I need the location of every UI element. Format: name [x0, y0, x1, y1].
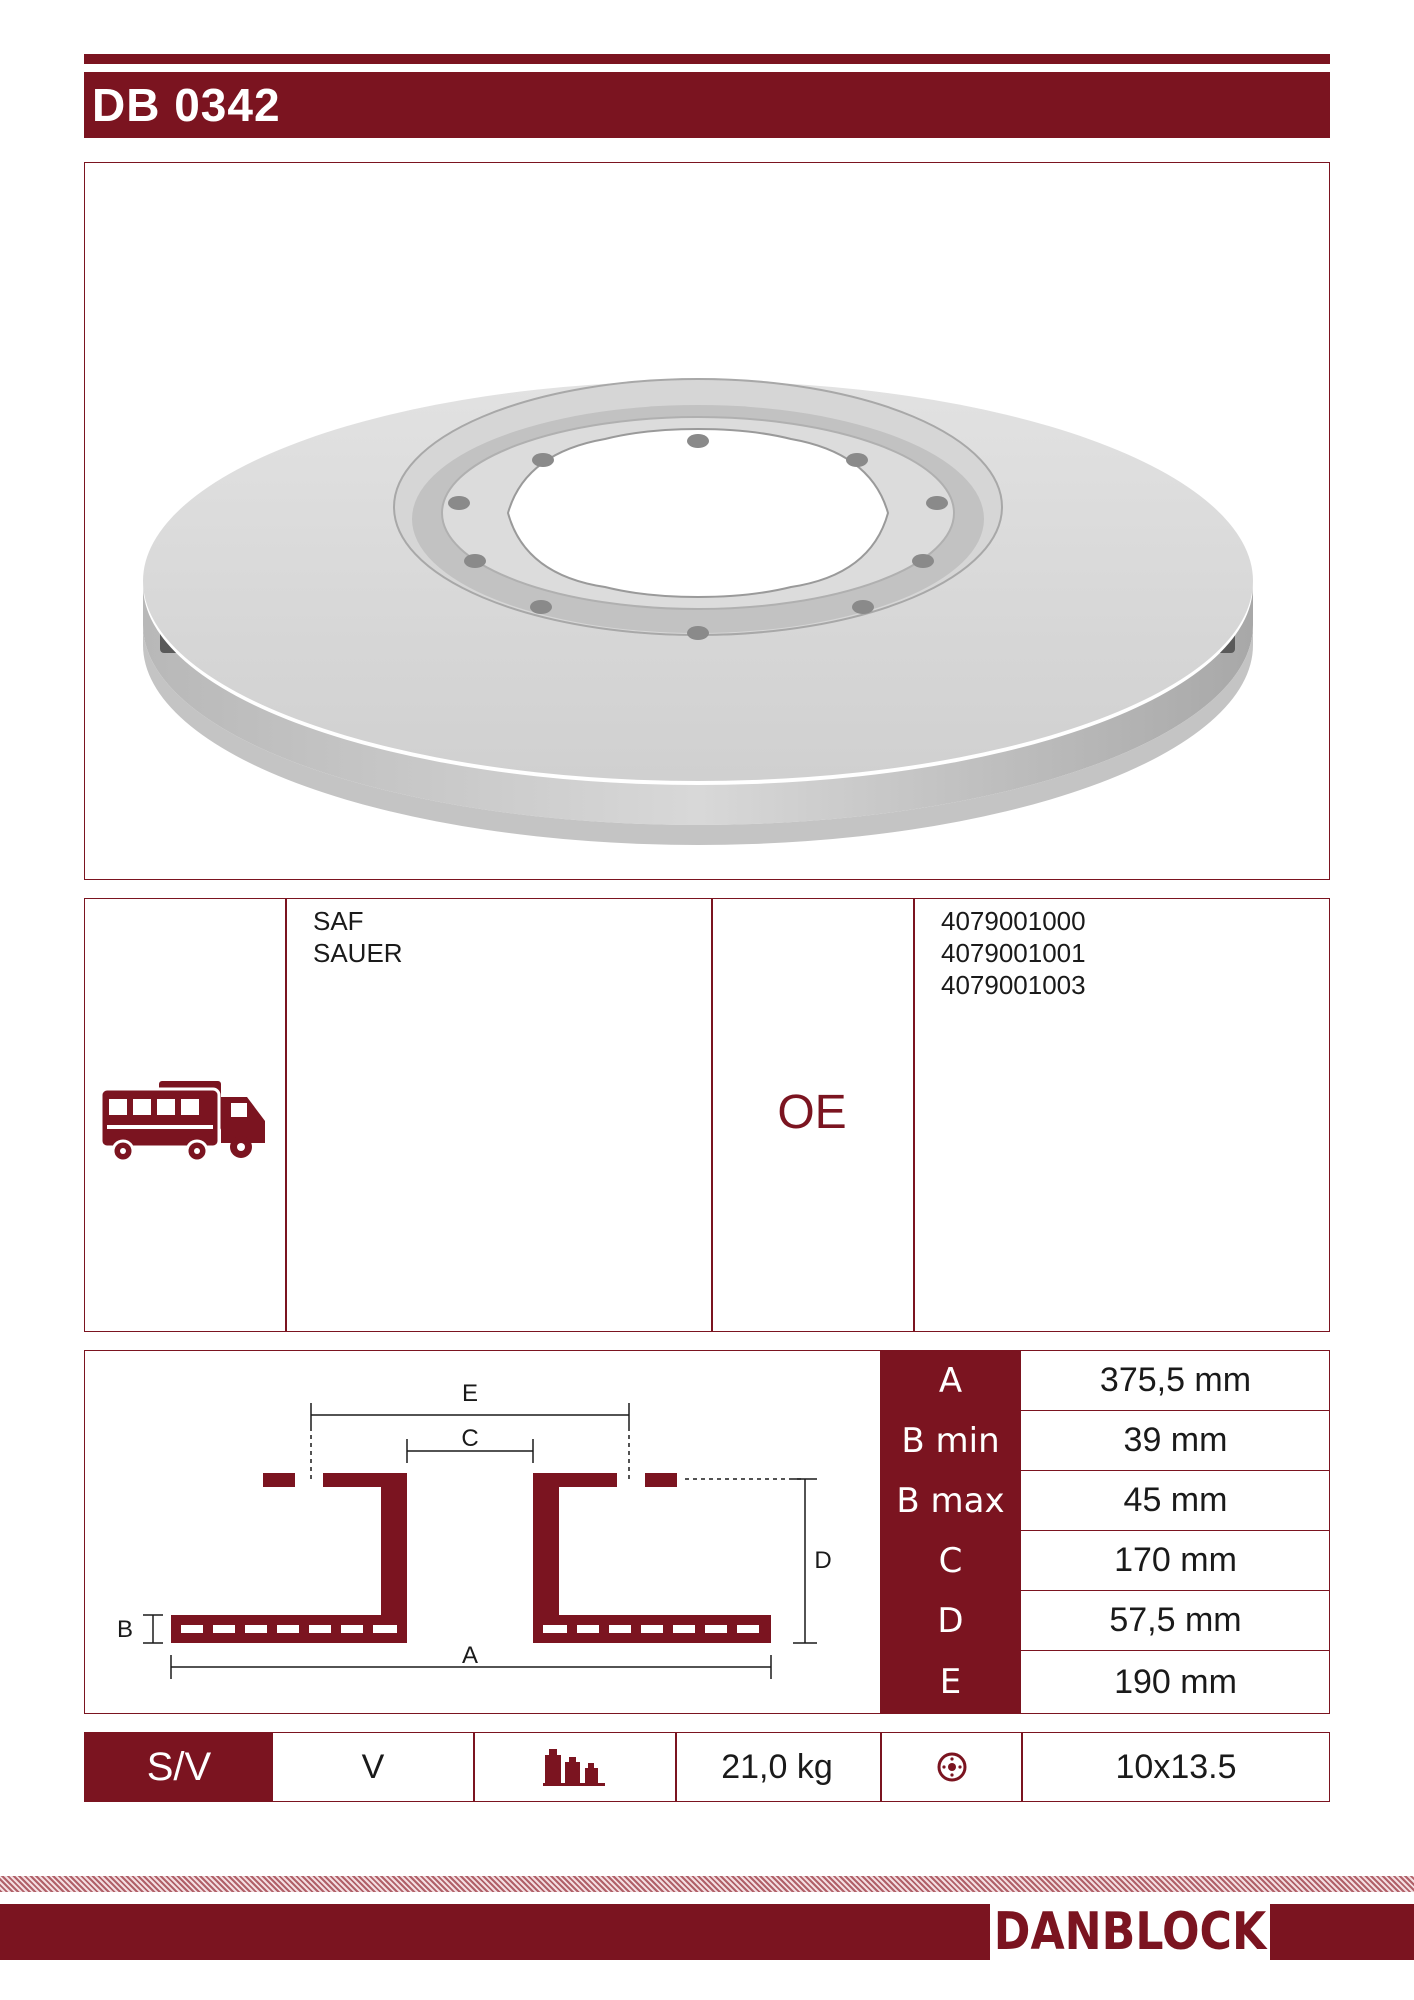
dim-label-c: C [461, 1425, 479, 1452]
oe-number: 4079001003 [941, 970, 1086, 1000]
dimension-row [880, 1531, 1330, 1591]
dimension-row [880, 1591, 1330, 1651]
weight-value: 21,0 kg [721, 1747, 833, 1786]
type-value: V [361, 1747, 385, 1786]
footer-pattern-band [0, 1876, 1414, 1892]
divider [913, 899, 915, 1331]
oe-number-list [941, 905, 1086, 1001]
divider [285, 899, 287, 1331]
dimension-label: B max [880, 1471, 1021, 1530]
dim-label-d: D [814, 1547, 832, 1574]
dimension-label: C [880, 1531, 1021, 1590]
holes-icon [937, 1752, 967, 1782]
weight-icon-cell [475, 1733, 675, 1801]
dimension-label: E [880, 1651, 1021, 1713]
dimension-label: B min [880, 1411, 1021, 1470]
dim-label-e: E [461, 1380, 479, 1407]
spec-row [84, 1732, 1330, 1802]
dimension-label: D [880, 1591, 1021, 1650]
brake-disc-image [85, 163, 1328, 878]
dimension-diagram [85, 1351, 880, 1713]
product-image-frame [84, 162, 1330, 880]
brand-logo: DANBLOCK [993, 1902, 1267, 1962]
dimension-value: 190 mm [1114, 1662, 1237, 1701]
holes-icon-cell [882, 1733, 1021, 1801]
brand-list [313, 905, 403, 969]
application-table [84, 898, 1330, 1332]
brand-item: SAF [313, 906, 364, 936]
dimension-value: 375,5 mm [1099, 1361, 1252, 1399]
dim-label-a: A [461, 1642, 479, 1669]
dimension-value: 45 mm [1123, 1481, 1228, 1519]
dimension-row [880, 1351, 1330, 1411]
oe-label: OE [777, 1086, 847, 1139]
type-label: S/V [85, 1733, 273, 1801]
dimension-value: 39 mm [1123, 1421, 1228, 1459]
dimension-row [880, 1651, 1330, 1713]
oe-number: 4079001000 [941, 906, 1086, 936]
dimension-value: 57,5 mm [1109, 1601, 1242, 1639]
header-top-line [84, 54, 1330, 64]
oe-number: 4079001001 [941, 938, 1086, 968]
brand-item: SAUER [313, 938, 403, 968]
dimension-label: A [880, 1351, 1021, 1410]
dim-label-b: B [116, 1616, 134, 1643]
vehicle-icon [101, 1071, 271, 1163]
holes-value: 10x13.5 [1115, 1747, 1237, 1786]
dimension-value: 170 mm [1114, 1541, 1237, 1579]
dimension-row [880, 1471, 1330, 1531]
weight-icon [543, 1747, 607, 1787]
dimension-row [880, 1411, 1330, 1471]
product-title: DB 0342 [92, 79, 281, 131]
